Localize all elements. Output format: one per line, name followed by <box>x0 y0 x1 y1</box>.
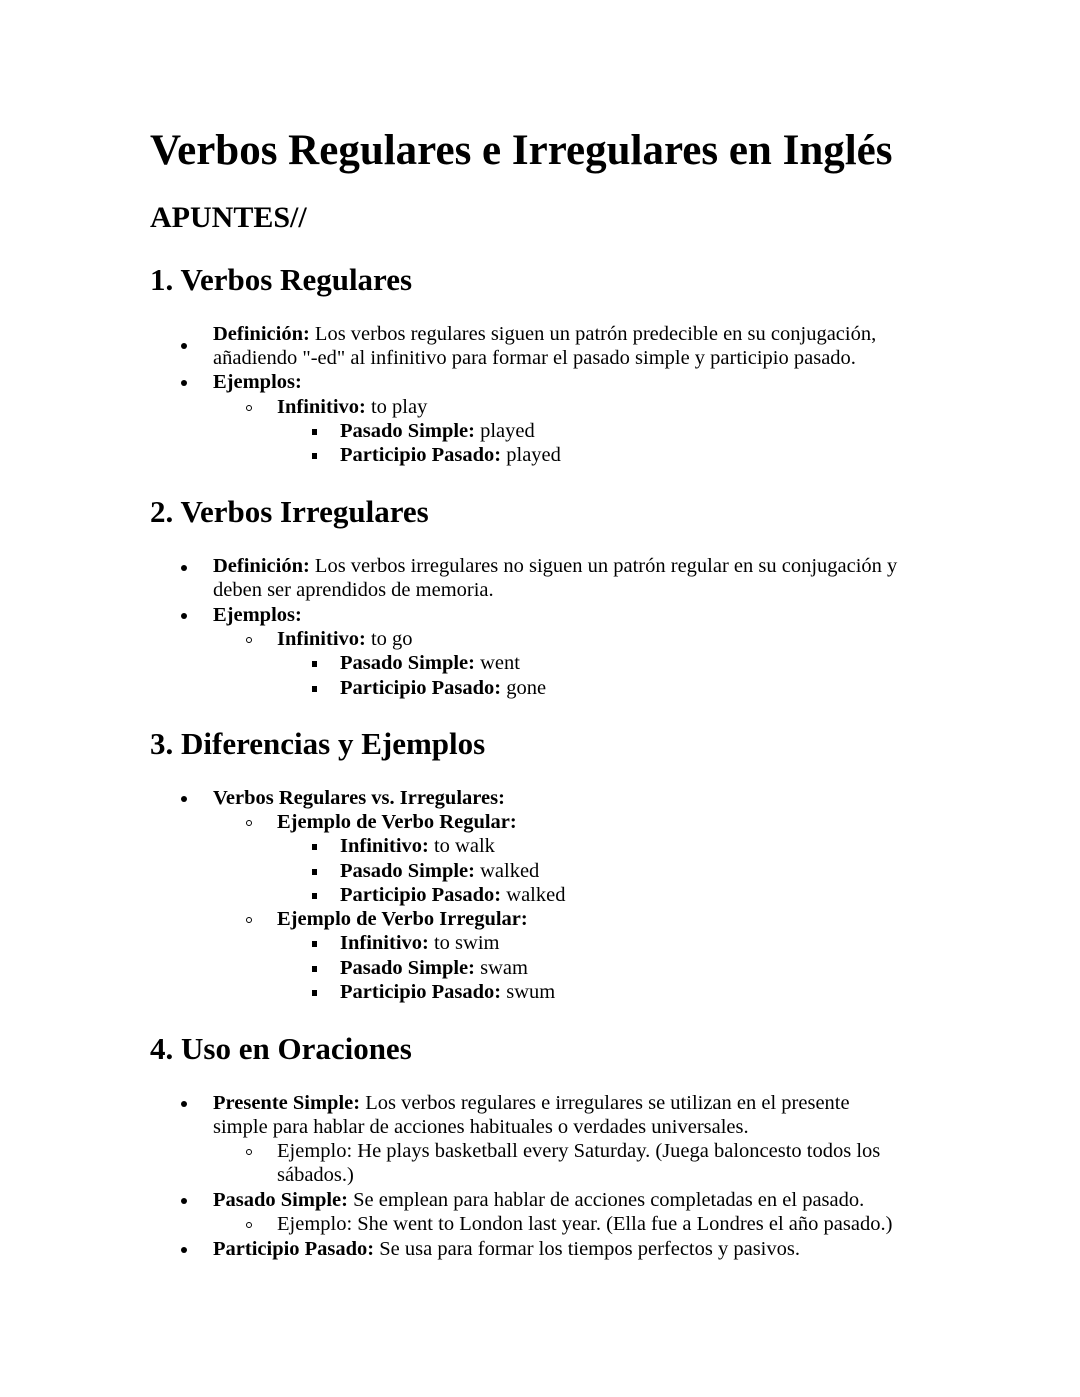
s4-present-simple <box>213 1091 850 1115</box>
s4-part-label: Participio Pasado: <box>213 1238 375 1260</box>
bullet-circle <box>246 1149 252 1155</box>
s4-past-label: Pasado Simple: <box>213 1189 348 1211</box>
s3-reg-inf-val: to walk <box>428 835 495 857</box>
s4-pres-text2: simple para hablar de acciones habituales o verdades universales. <box>213 1116 749 1138</box>
s2-past-simple <box>340 651 520 675</box>
s3-irregular-past-participle <box>340 980 555 1004</box>
s2-def-text1: Los verbos irregulares no siguen un patrón regular en su conjugación y <box>309 555 898 577</box>
document-title: Verbos Regulares e Irregulares en Inglés <box>150 127 893 174</box>
bullet-square <box>312 429 317 435</box>
s3-reg-pp-val: walked <box>501 884 566 906</box>
s1-examples-label <box>213 370 302 394</box>
s3-regular-past-simple <box>340 859 539 883</box>
s3-irr-ps-val: swam <box>474 957 528 979</box>
s4-pres-text1: Los verbos regulares e irregulares se utilizan en el presente <box>360 1092 850 1114</box>
bullet-square <box>312 869 317 875</box>
section-2-heading: 2. Verbos Irregulares <box>150 494 429 529</box>
s1-pp-label: Participio Pasado: <box>340 444 502 466</box>
s3-irregular-infinitive <box>340 931 499 955</box>
s1-def-label: Definición: <box>213 323 310 345</box>
s1-infinitive <box>277 395 427 419</box>
bullet-square <box>312 990 317 996</box>
s3-reg-ps-val: walked <box>474 860 540 882</box>
bullet-disc <box>181 1247 187 1253</box>
s1-pp-val: played <box>501 444 561 466</box>
s3-regular-infinitive <box>340 834 495 858</box>
bullet-circle <box>246 820 252 826</box>
s2-ps-label: Pasado Simple: <box>340 652 475 674</box>
s4-past-participle <box>213 1237 800 1261</box>
section-1-heading: 1. Verbos Regulares <box>150 262 413 297</box>
bullet-square <box>312 941 317 947</box>
s1-def-text1: Los verbos regulares siguen un patrón predecible en su conjugación, <box>309 323 877 345</box>
bullet-disc <box>181 380 187 386</box>
s4-pres-example2: sábados.) <box>277 1164 354 1186</box>
bullet-disc <box>181 343 187 349</box>
s3-vs-label: Verbos Regulares vs. Irregulares: <box>213 787 505 809</box>
s1-inf-label: Infinitivo: <box>277 396 366 418</box>
s3-reg-pp-label: Participio Pasado: <box>340 884 502 906</box>
s4-past-simple <box>213 1188 864 1212</box>
s3-irr-inf-label: Infinitivo: <box>340 932 429 954</box>
s2-definition-line1 <box>213 554 897 578</box>
bullet-disc <box>181 796 187 802</box>
s3-irr-pp-label: Participio Pasado: <box>340 981 502 1003</box>
s3-irr-ps-label: Pasado Simple: <box>340 957 475 979</box>
s2-ps-val: went <box>474 652 520 674</box>
s3-irr-pp-val: swum <box>501 981 556 1003</box>
bullet-circle <box>246 917 252 923</box>
s1-definition-line1 <box>213 322 876 346</box>
s3-reg-label: Ejemplo de Verbo Regular: <box>277 811 517 833</box>
s4-part-text: Se usa para formar los tiempos perfectos y pasivos. <box>374 1238 800 1260</box>
s2-pp-label: Participio Pasado: <box>340 677 502 699</box>
s4-pres-example1: Ejemplo: He plays basketball every Saturday. (Juega baloncesto todos los <box>277 1140 881 1162</box>
bullet-disc <box>181 1101 187 1107</box>
bullet-circle <box>246 637 252 643</box>
s3-irr-inf-val: to swim <box>428 932 500 954</box>
section-4-heading: 4. Uso en Oraciones <box>150 1031 412 1066</box>
s2-def-text2: deben ser aprendidos de memoria. <box>213 579 494 601</box>
s3-irregular-past-simple <box>340 956 528 980</box>
s2-past-participle <box>340 676 546 700</box>
bullet-square <box>312 453 317 459</box>
s4-past-example: Ejemplo: She went to London last year. (Ella fue a Londres el año pasado.) <box>277 1213 893 1235</box>
bullet-circle <box>246 405 252 411</box>
bullet-circle <box>246 1222 252 1228</box>
s2-inf-val: to go <box>365 628 413 650</box>
s1-inf-val: to play <box>365 396 428 418</box>
bullet-disc <box>181 1198 187 1204</box>
s3-irregular-example-label <box>277 907 528 931</box>
s1-ps-val: played <box>474 420 535 442</box>
notes-subtitle: APUNTES// <box>150 201 307 234</box>
s3-regular-example-label <box>277 810 517 834</box>
s2-ex-label: Ejemplos: <box>213 604 302 626</box>
s1-def-text2: añadiendo "-ed" al infinitivo para formar el pasado simple y participio pasado. <box>213 347 856 369</box>
s3-regular-past-participle <box>340 883 565 907</box>
bullet-square <box>312 966 317 972</box>
s3-comparison-label <box>213 786 505 810</box>
bullet-square <box>312 686 317 692</box>
s4-pres-label: Presente Simple: <box>213 1092 361 1114</box>
s2-inf-label: Infinitivo: <box>277 628 366 650</box>
bullet-disc <box>181 565 187 571</box>
s2-examples-label <box>213 603 302 627</box>
s3-reg-ps-label: Pasado Simple: <box>340 860 475 882</box>
bullet-square <box>312 893 317 899</box>
bullet-disc <box>181 613 187 619</box>
s2-infinitive <box>277 627 413 651</box>
bullet-square <box>312 844 317 850</box>
s1-ex-label: Ejemplos: <box>213 371 302 393</box>
section-3-heading: 3. Diferencias y Ejemplos <box>150 726 486 761</box>
s1-past-simple <box>340 419 535 443</box>
s3-irr-label: Ejemplo de Verbo Irregular: <box>277 908 528 930</box>
s2-pp-val: gone <box>501 677 547 699</box>
s3-reg-inf-label: Infinitivo: <box>340 835 429 857</box>
s2-def-label: Definición: <box>213 555 310 577</box>
s1-past-participle <box>340 443 561 467</box>
bullet-square <box>312 661 317 667</box>
s4-past-text: Se emplean para hablar de acciones completadas en el pasado. <box>347 1189 865 1211</box>
s1-ps-label: Pasado Simple: <box>340 420 475 442</box>
